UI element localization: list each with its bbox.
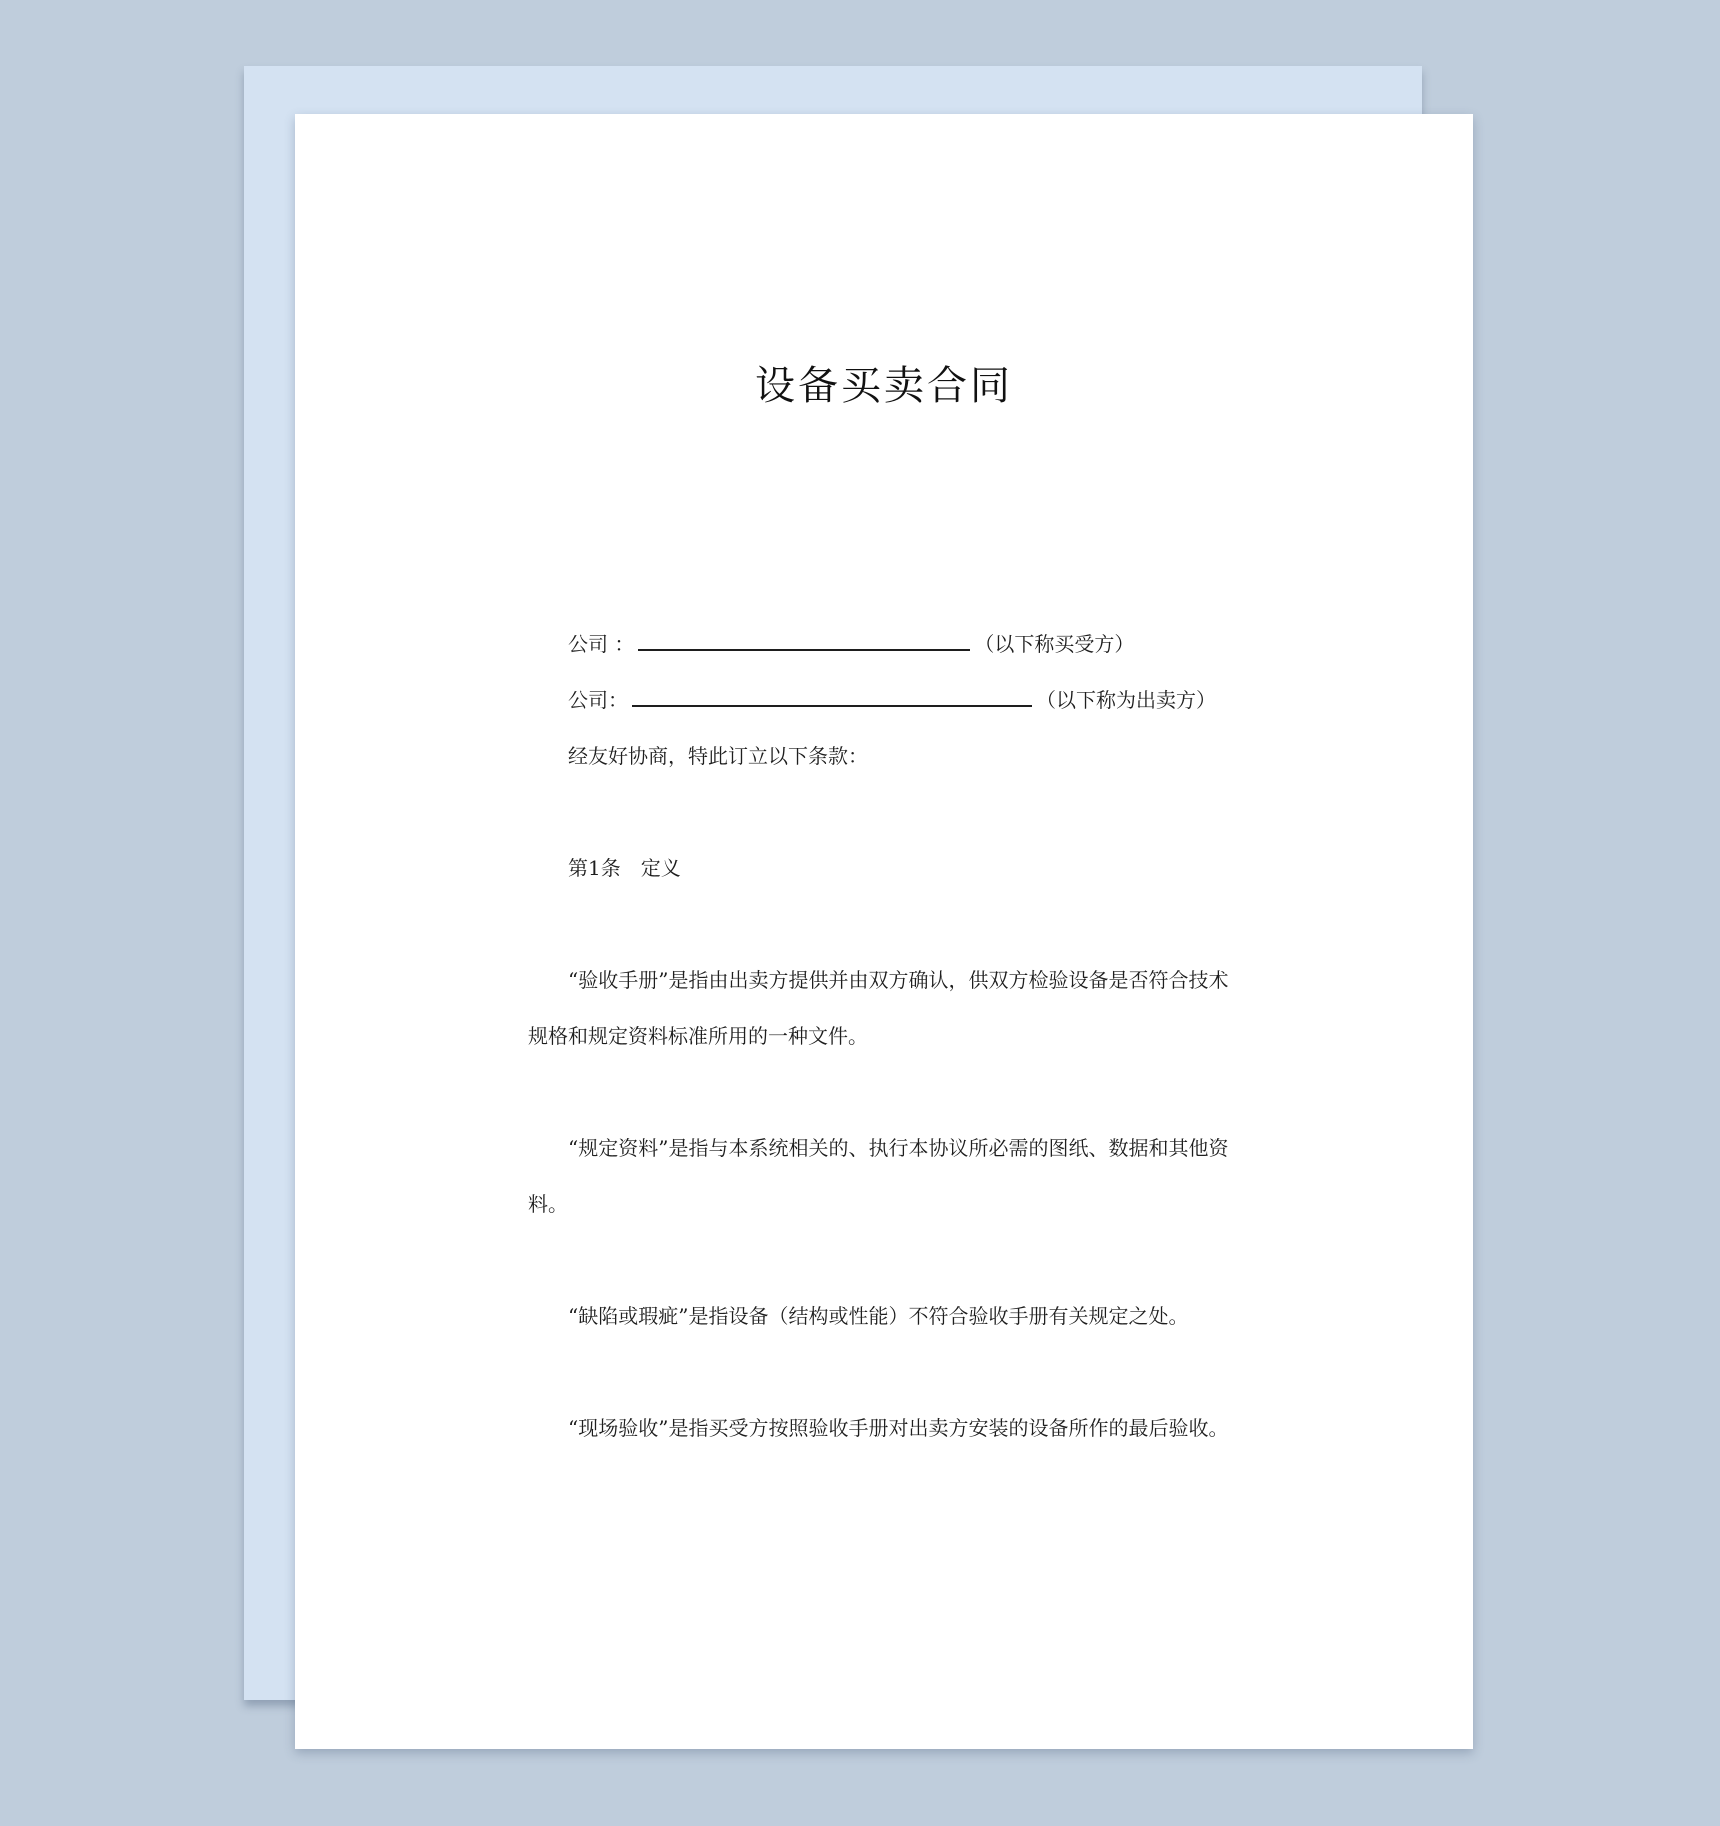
seller-company-label: 公司： bbox=[568, 688, 628, 712]
buyer-company-line bbox=[568, 630, 1134, 658]
intro-text: 经友好协商，特此订立以下条款： bbox=[568, 744, 868, 768]
definition-2-line-2: 料。 bbox=[528, 1192, 568, 1216]
definition-1-line-2: 规格和规定资料标准所用的一种文件。 bbox=[528, 1024, 868, 1048]
definition-3: “缺陷或瑕疵”是指设备（结构或性能）不符合验收手册有关规定之处。 bbox=[568, 1304, 1189, 1328]
definition-4: “现场验收”是指买受方按照验收手册对出卖方安装的设备所作的最后验收。 bbox=[568, 1416, 1229, 1440]
seller-company-line bbox=[568, 686, 1216, 714]
seller-company-suffix: （以下称为出卖方） bbox=[1036, 688, 1216, 712]
definition-1-line-1: “验收手册”是指由出卖方提供并由双方确认，供双方检验设备是否符合技术 bbox=[568, 968, 1229, 992]
article-heading: 第1条 定义 bbox=[568, 856, 681, 880]
definition-2-line-1: “规定资料”是指与本系统相关的、执行本协议所必需的图纸、数据和其他资 bbox=[568, 1136, 1229, 1160]
seller-company-blank[interactable] bbox=[632, 687, 1032, 707]
buyer-company-suffix: （以下称买受方） bbox=[974, 632, 1135, 656]
buyer-company-blank[interactable] bbox=[638, 631, 970, 651]
document-title: 设备买卖合同 bbox=[755, 363, 1013, 409]
document-page bbox=[295, 114, 1473, 1749]
buyer-company-label: 公司 ： bbox=[568, 632, 635, 656]
